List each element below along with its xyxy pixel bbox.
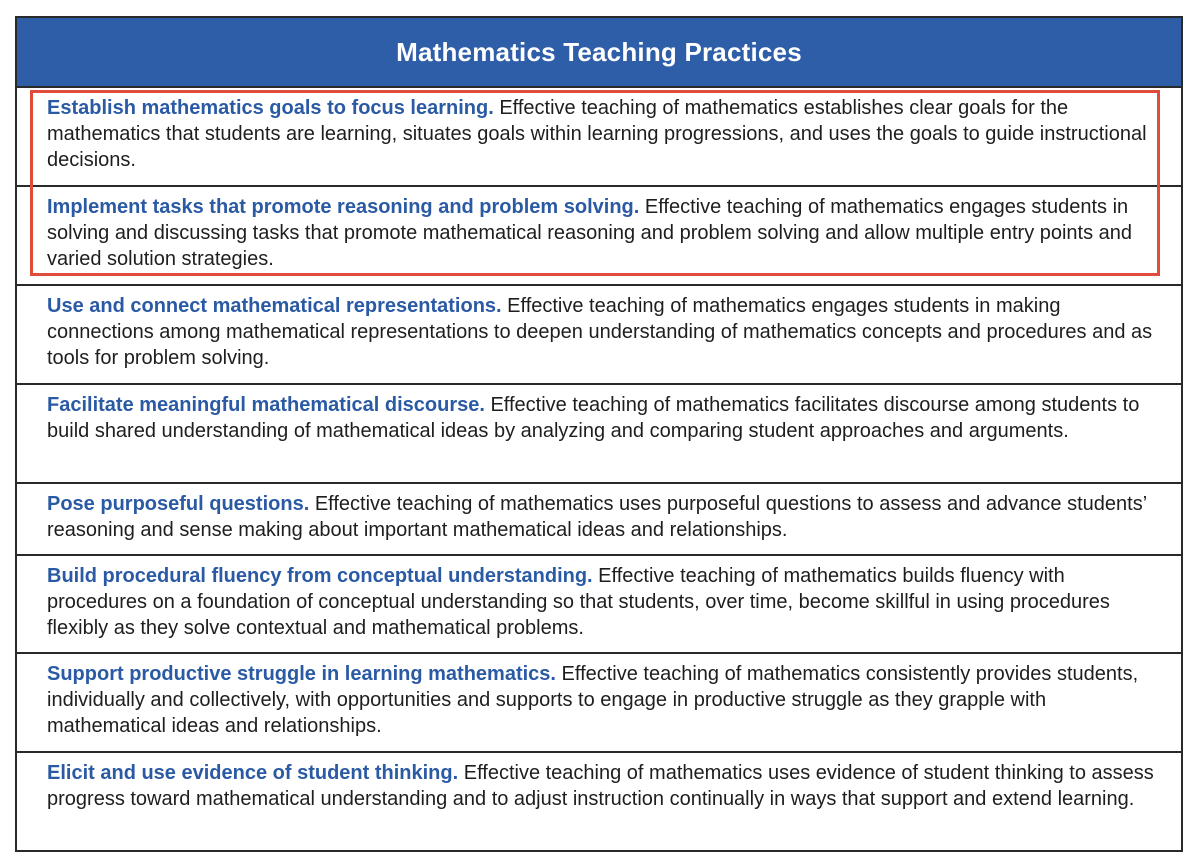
practice-row-tasks — [17, 187, 1181, 286]
table-title: Mathematics Teaching Practices — [17, 18, 1181, 88]
practice-row-questions — [17, 484, 1181, 556]
practice-text: Effective teaching of mathematics consistently provides students, individually and collectively, with opportunities and supports to engage in productive struggle as they grapple with mathematical ideas and relationships. — [47, 663, 1139, 737]
practice-lead: Support productive struggle in learning mathematics. — [47, 663, 562, 685]
practice-text: Effective teaching of mathematics establishes clear goals for the mathematics that students are learning, situates goals within learning progressions, and uses the goals to guide instructional decisions. — [47, 97, 1147, 171]
practice-lead: Pose purposeful questions. — [47, 493, 315, 515]
practice-text: Effective teaching of mathematics engages students in making connections among mathematical representations to deepen understanding of mathematics concepts and procedures and as tools for problem solving. — [47, 295, 1153, 369]
practice-text: Effective teaching of mathematics uses evidence of student thinking to assess progress toward mathematical understanding and to adjust instruction continually in ways that support and extend learning. — [47, 762, 1154, 810]
practice-text: Effective teaching of mathematics engages students in solving and discussing tasks that promote mathematical reasoning and problem solving and allow multiple entry points and varied solution strategies. — [47, 196, 1133, 270]
practice-lead: Facilitate meaningful mathematical discourse. — [47, 394, 491, 416]
practice-row-discourse — [17, 385, 1181, 484]
practice-lead: Implement tasks that promote reasoning and problem solving. — [47, 196, 645, 218]
practice-row-representations — [17, 286, 1181, 385]
practice-lead: Elicit and use evidence of student thinking. — [47, 762, 464, 784]
practice-lead: Establish mathematics goals to focus learning. — [47, 97, 500, 119]
practice-row-struggle — [17, 654, 1181, 753]
practice-row-goals — [17, 88, 1181, 187]
practice-row-fluency — [17, 556, 1181, 654]
practice-text: Effective teaching of mathematics facilitates discourse among students to build shared understanding of mathematical ideas by analyzing and comparing student approaches and arguments. — [47, 394, 1140, 442]
practice-row-evidence — [17, 753, 1181, 850]
practice-lead: Build procedural fluency from conceptual understanding. — [47, 565, 599, 587]
practice-text: Effective teaching of mathematics builds fluency with procedures on a foundation of conceptual understanding so that students, over time, become skillful in using procedures flexibly as they solve contextual and mathematical problems. — [47, 565, 1110, 639]
practice-lead: Use and connect mathematical representations. — [47, 295, 508, 317]
practice-text: Effective teaching of mathematics uses purposeful questions to assess and advance students’ reasoning and sense making about important mathematical ideas and relationships. — [47, 493, 1147, 541]
practices-table — [15, 16, 1183, 852]
